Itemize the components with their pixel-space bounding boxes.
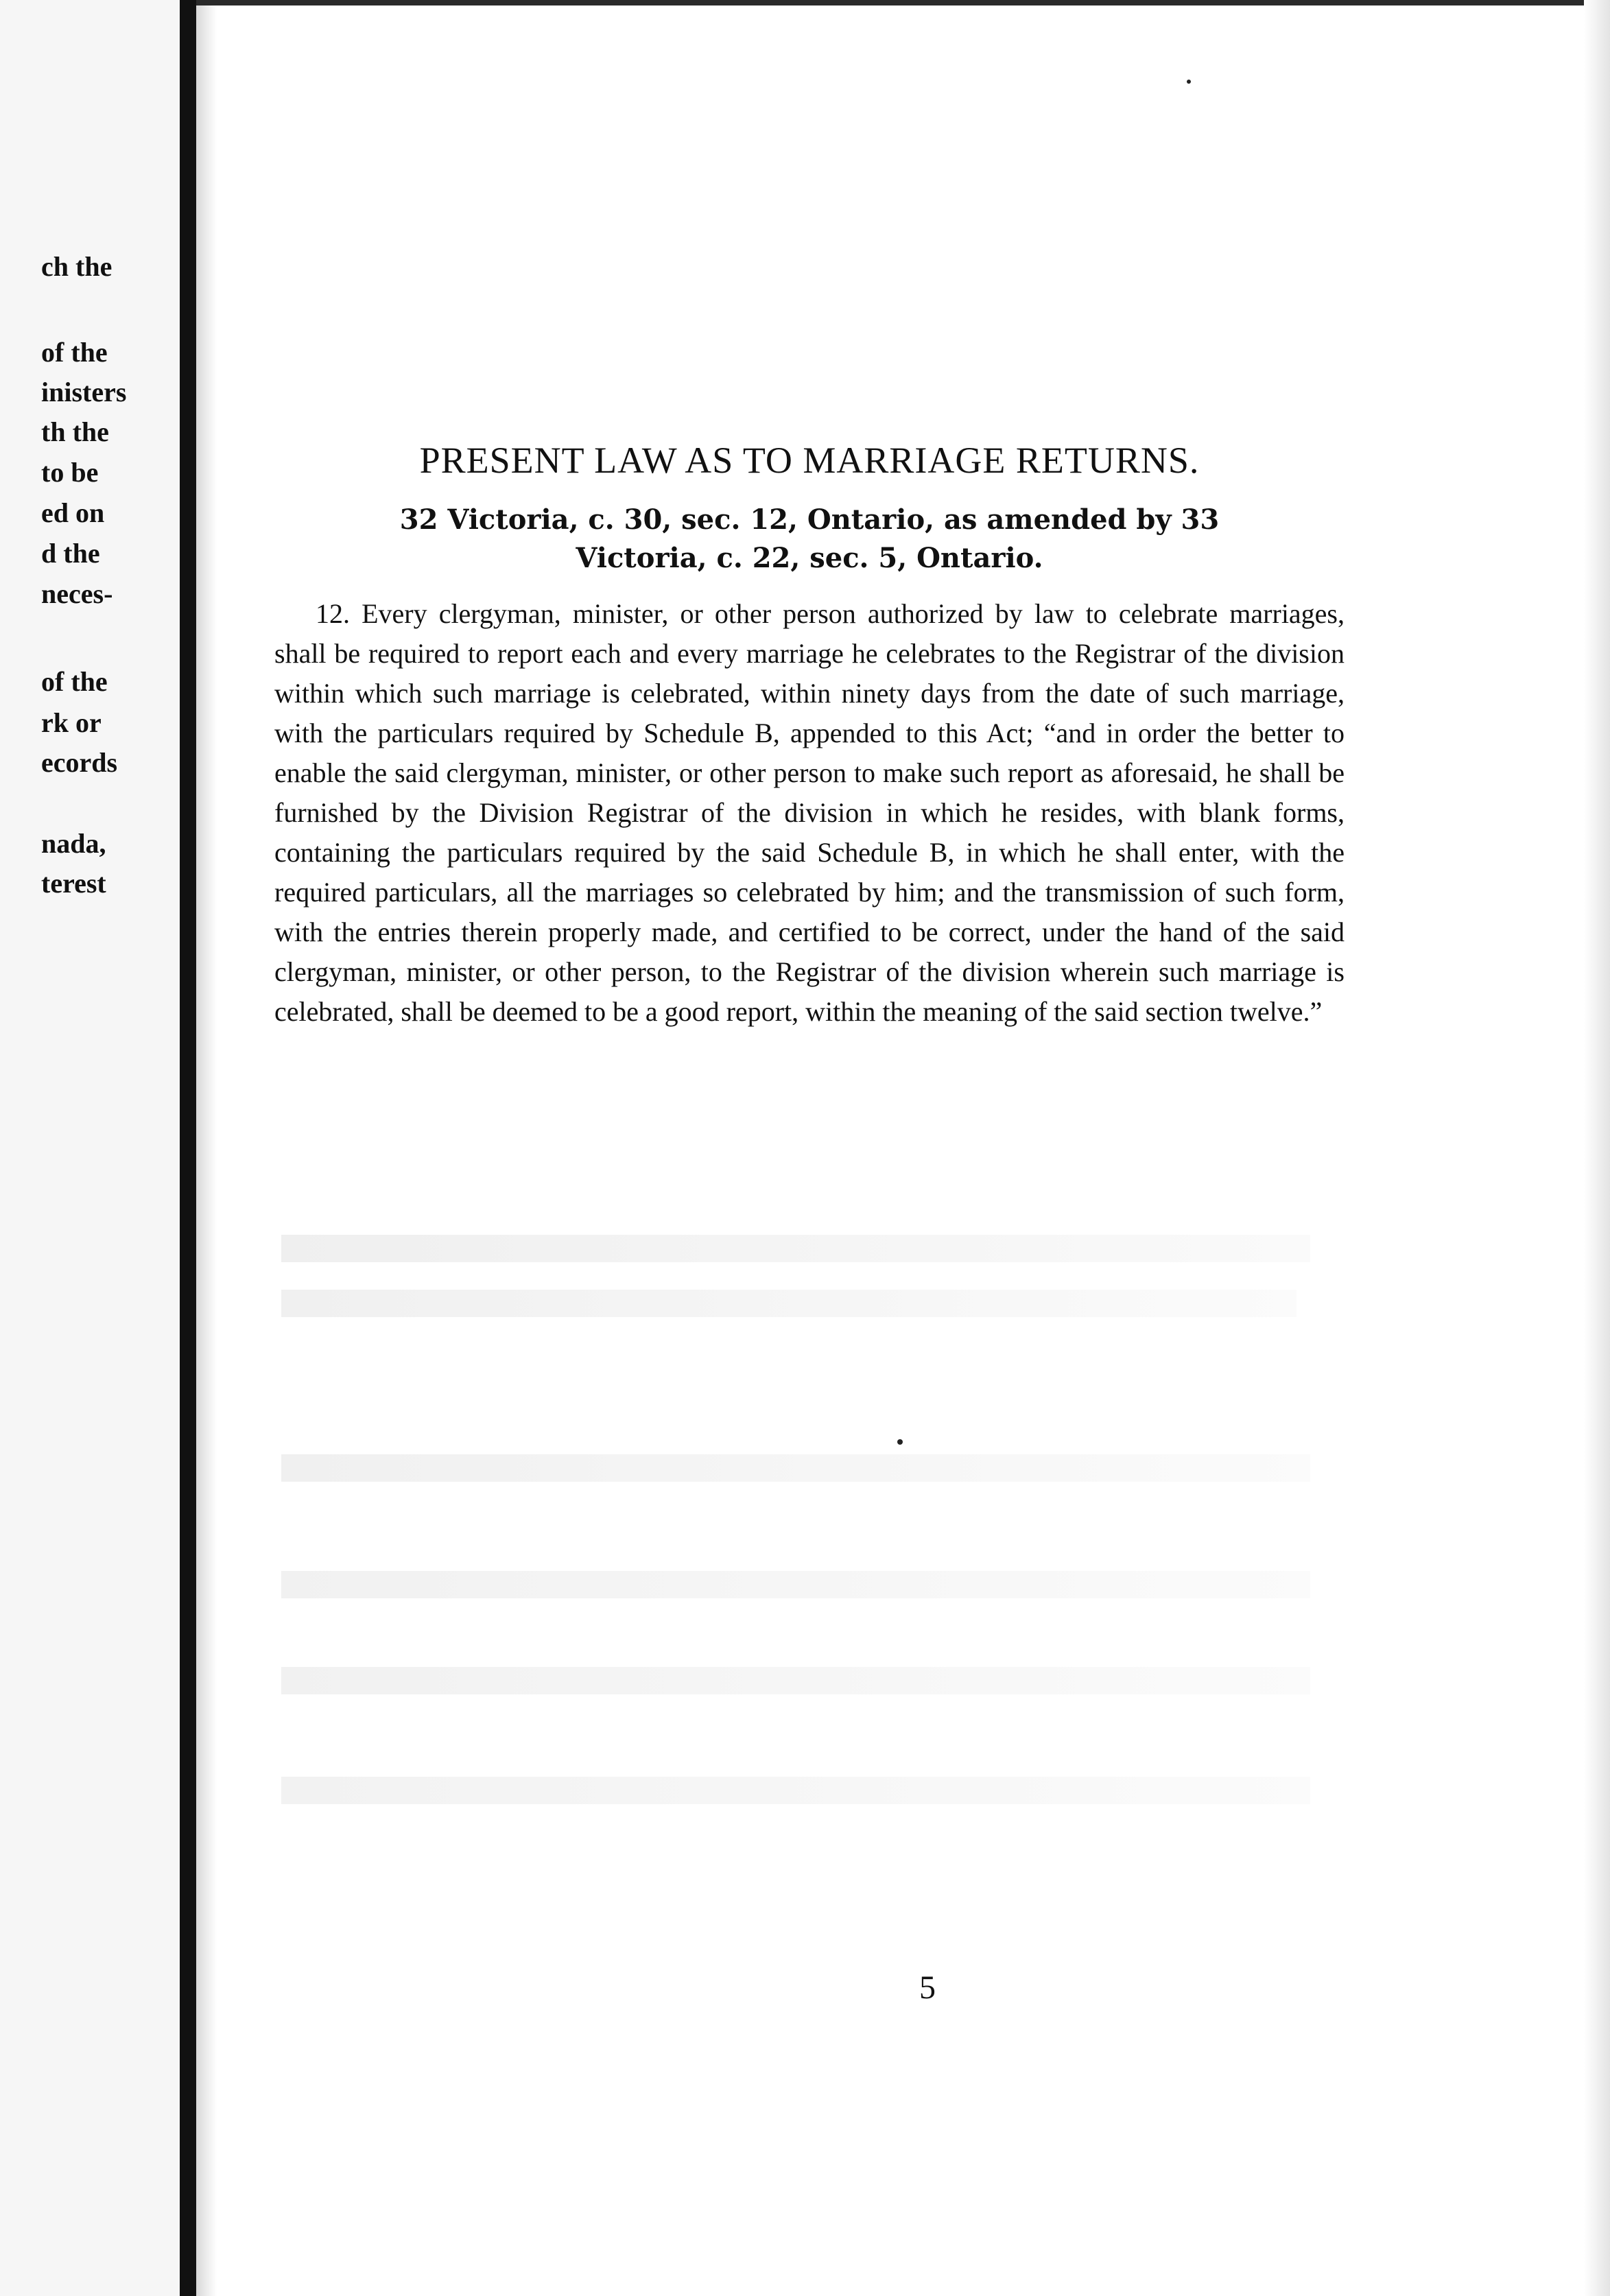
margin-fragment: nada, xyxy=(41,828,106,859)
margin-fragment: ch the xyxy=(41,251,113,282)
page-right-edge xyxy=(1584,0,1610,2296)
margin-fragment: ed on xyxy=(41,497,105,528)
margin-fragment: th the xyxy=(41,416,109,447)
statute-text: 12. Every clergyman, minister, or other person authorized by law to celebrate marriages, shall be required to report each and every marriage he celebrates to the Registrar of the division within which such marriage is celebrated, within ninety days from the date of such marriage, with the particulars required by Schedule B, appended to this Act; “and in order the better to enable the said clergyman, minister, or other person to make such report as aforesaid, he shall be furnished by the Division Registrar of the division in which he resides, with blank forms, containing the particulars required by the said Schedule B, in which he shall enter, with the required particulars, all the marriages so celebrated by him; and the transmission of such form, with the entries therein properly made, and certified to be correct, under the hand of the said clergyman, minister, or other person, to the Registrar of the division wherein such marriage is celebrated, shall be deemed to be a good report, within the meaning of the said section twelve.” xyxy=(274,598,1345,1027)
document-page xyxy=(274,439,1345,1032)
margin-fragment: of the xyxy=(41,666,108,697)
margin-fragment: to be xyxy=(41,457,99,488)
margin-fragment: rk or xyxy=(41,707,102,738)
margin-fragment: neces- xyxy=(41,578,113,609)
bleed-through-line xyxy=(281,1290,1297,1317)
binding-gutter xyxy=(180,0,196,2296)
bleed-through-line xyxy=(281,1571,1310,1598)
margin-fragment: terest xyxy=(41,868,106,899)
page-title: PRESENT LAW AS TO MARRIAGE RETURNS. xyxy=(419,440,1200,481)
margin-fragment: of the xyxy=(41,337,108,368)
ink-speck xyxy=(897,1439,903,1445)
bleed-through-line xyxy=(281,1235,1310,1262)
statute-citation xyxy=(274,501,1345,578)
citation-line: Victoria, c. 22, sec. 5, Ontario. xyxy=(576,542,1043,574)
margin-fragment: inisters xyxy=(41,377,127,407)
margin-fragment: ecords xyxy=(41,747,118,778)
bleed-through-line xyxy=(281,1777,1310,1804)
citation-line: 32 Victoria, c. 30, sec. 12, Ontario, as amended by 33 xyxy=(399,504,1220,536)
gutter-shadow xyxy=(196,0,217,2296)
bleed-through-line xyxy=(281,1667,1310,1694)
facing-page-edge xyxy=(0,0,180,2296)
page-number: 5 xyxy=(919,1969,936,2006)
ink-speck xyxy=(1187,80,1191,84)
page-top-edge xyxy=(196,0,1610,5)
bleed-through-line xyxy=(281,1454,1310,1482)
margin-fragment: d the xyxy=(41,538,100,569)
